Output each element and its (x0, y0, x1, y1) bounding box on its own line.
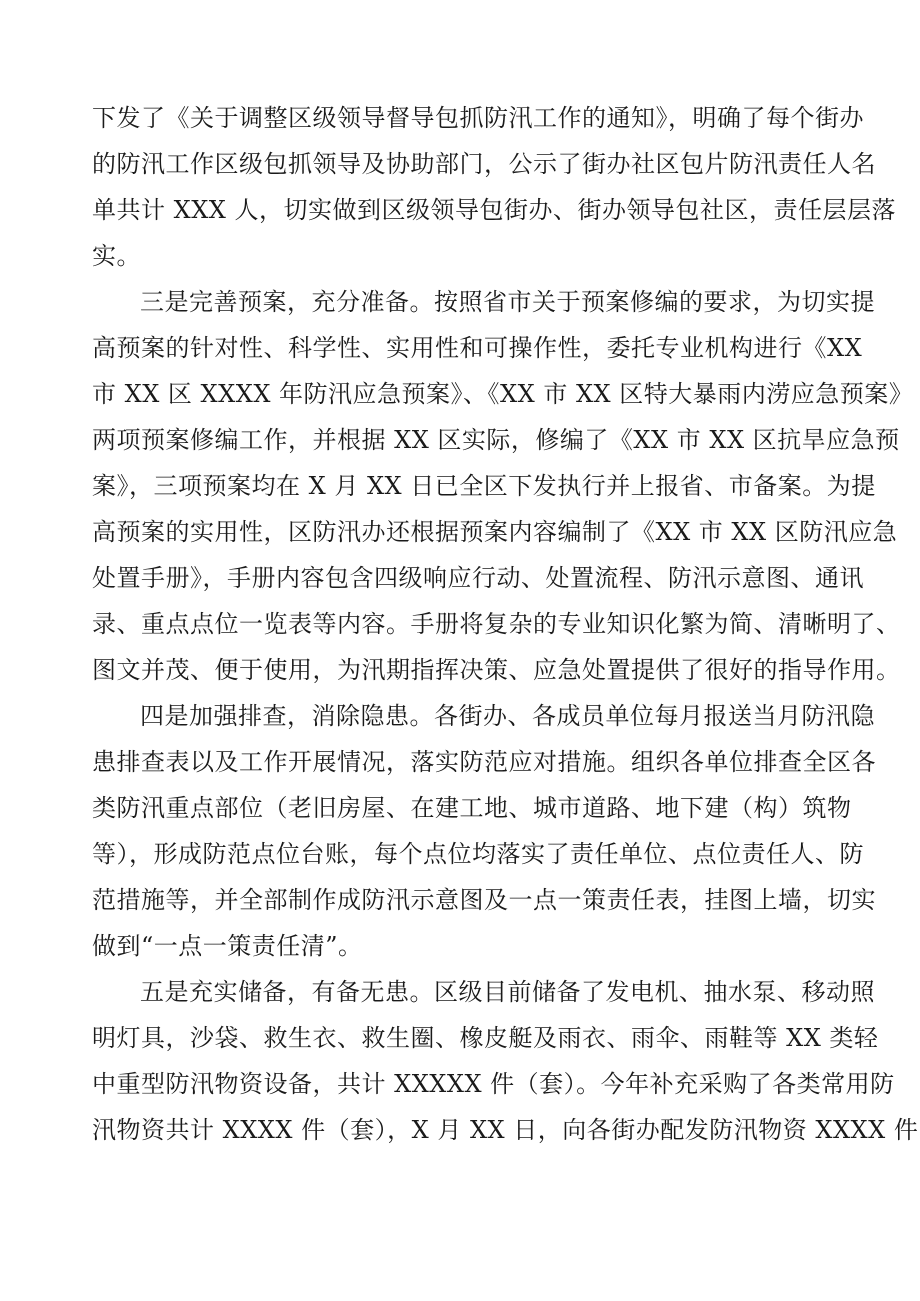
text-line: 图文并茂、便于使用，为汛期指挥决策、应急处置提供了很好的指导作用。 (92, 656, 901, 684)
paragraph-section-three (92, 279, 914, 693)
text-line: 汛物资共计 XXXX 件（套），X 月 XX 日，向各街办配发防汛物资 XXXX 件 (92, 1116, 919, 1144)
text-line: 做到“一点一策责任清”。 (92, 932, 363, 960)
text-line: 范措施等，并全部制作成防汛示意图及一点一策责任表，挂图上墙，切实 (92, 886, 876, 914)
text-line: 两项预案修编工作，并根据 XX 区实际，修编了《XX 市 XX 区抗旱应急预 (92, 426, 900, 454)
paragraph-continuation (92, 95, 897, 279)
text-line: 等），形成防范点位台账，每个点位均落实了责任单位、点位责任人、防 (92, 840, 864, 868)
text-line: 四是加强排查，消除隐患。各街办、各成员单位每月报送当月防汛隐 (140, 702, 875, 730)
paragraph-section-five (92, 969, 919, 1153)
text-line: 市 XX 区 XXXX 年防汛应急预案》、《XX 市 XX 区特大暴雨内涝应急预案》 (92, 380, 914, 408)
text-line: 实。 (92, 242, 141, 270)
text-line: 案》，三项预案均在 X 月 XX 日已全区下发执行并上报省、市备案。为提 (92, 472, 876, 500)
text-line: 单共计 XXX 人，切实做到区级领导包街办、街办领导包社区，责任层层落 (92, 196, 897, 224)
paragraph-section-four (92, 693, 876, 969)
text-line: 处置手册》，手册内容包含四级响应行动、处置流程、防汛示意图、通讯 (92, 564, 864, 592)
text-line: 类防汛重点部位（老旧房屋、在建工地、城市道路、地下建（构）筑物 (92, 794, 852, 822)
text-line: 明灯具，沙袋、救生衣、救生圈、橡皮艇及雨衣、雨伞、雨鞋等 XX 类轻 (92, 1024, 879, 1052)
document-body (92, 95, 919, 1153)
text-line: 患排查表以及工作开展情况，落实防范应对措施。组织各单位排查全区各 (92, 748, 876, 776)
text-line: 的防汛工作区级包抓领导及协助部门，公示了街办社区包片防汛责任人名 (92, 150, 876, 178)
text-line: 三是完善预案，充分准备。按照省市关于预案修编的要求，为切实提 (140, 288, 875, 316)
text-line: 高预案的实用性，区防汛办还根据预案内容编制了《XX 市 XX 区防汛应急 (92, 518, 898, 546)
text-line: 下发了《关于调整区级领导督导包抓防汛工作的通知》，明确了每个街办 (92, 104, 864, 132)
text-line: 录、重点点位一览表等内容。手册将复杂的专业知识化繁为简、清晰明了、 (92, 610, 901, 638)
text-line: 五是充实储备，有备无患。区级目前储备了发电机、抽水泵、移动照 (140, 978, 875, 1006)
text-line: 高预案的针对性、科学性、实用性和可操作性，委托专业机构进行《XX (92, 334, 863, 362)
text-line: 中重型防汛物资设备，共计 XXXXX 件（套）。今年补充采购了各类常用防 (92, 1070, 895, 1098)
